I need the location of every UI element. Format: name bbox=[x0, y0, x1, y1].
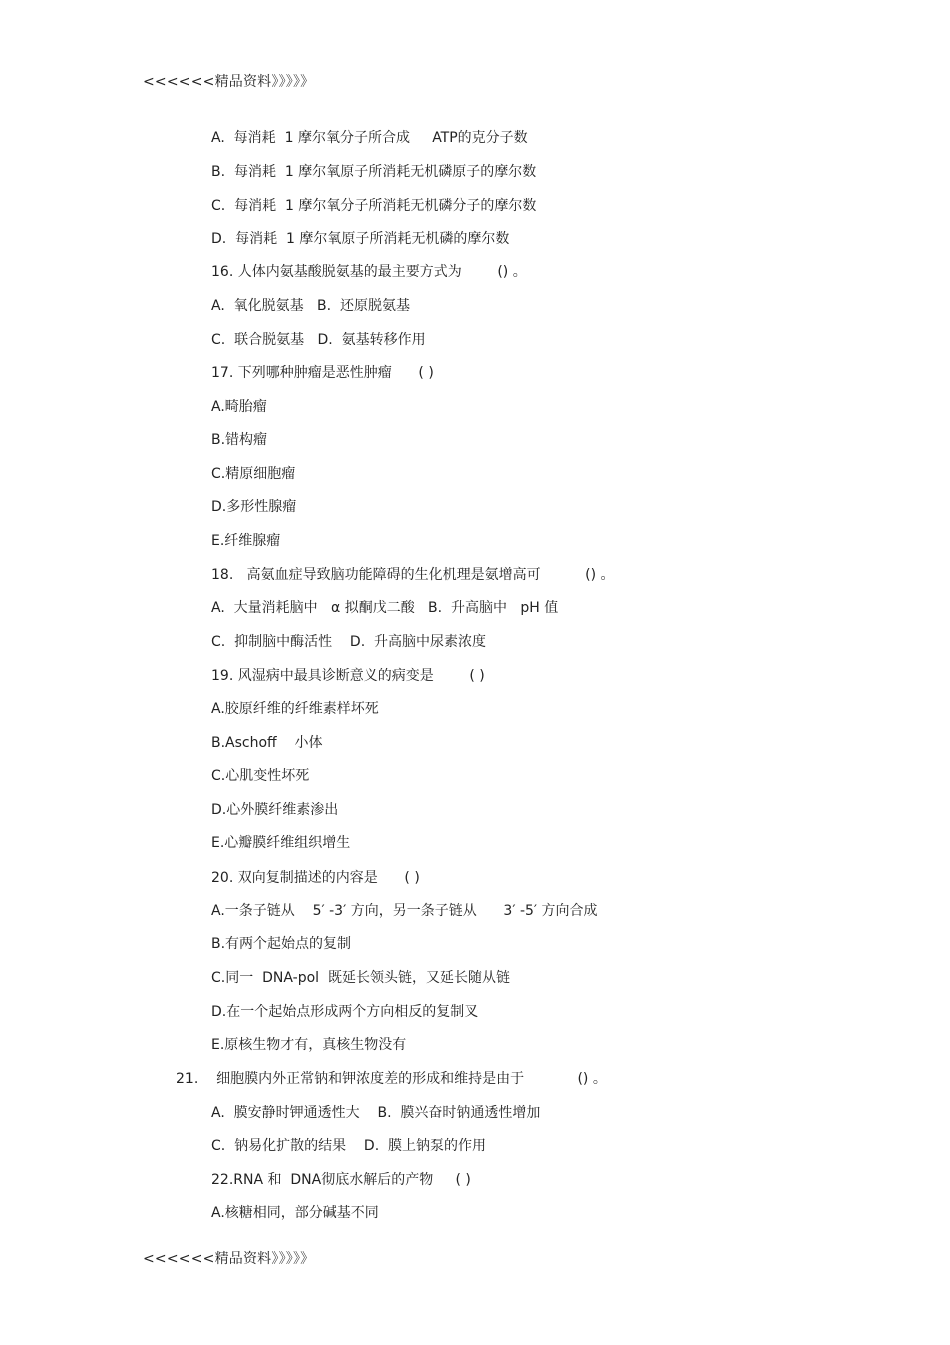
option-line: D. 每消耗 1 摩尔氧原子所消耗无机磷的摩尔数 bbox=[211, 231, 510, 247]
option-line: A. 膜安静时钾通透性大 B. 膜兴奋时钠通透性增加 bbox=[211, 1105, 541, 1121]
option-line: C.精原细胞瘤 bbox=[211, 466, 296, 482]
option-line: C.心肌变性坏死 bbox=[211, 768, 310, 784]
question-19: 19. 风湿病中最具诊断意义的病变是 ( ) bbox=[211, 668, 485, 684]
page-footer: <<<<<<精品资料》》》》》 bbox=[143, 1251, 315, 1267]
option-line: A.核糖相同，部分碱基不同 bbox=[211, 1205, 379, 1221]
question-20: 20. 双向复制描述的内容是 ( ) bbox=[211, 870, 420, 886]
option-line: A. 氧化脱氨基 B. 还原脱氨基 bbox=[211, 298, 410, 314]
option-line: D.心外膜纤维素渗出 bbox=[211, 802, 339, 818]
question-22: 22.RNA 和 DNA彻底水解后的产物 ( ) bbox=[211, 1172, 471, 1188]
option-line: C. 抑制脑中酶活性 D. 升高脑中尿素浓度 bbox=[211, 634, 487, 650]
question-17: 17. 下列哪种肿瘤是恶性肿瘤 ( ) bbox=[211, 365, 434, 381]
option-line: A.胶原纤维的纤维素样坏死 bbox=[211, 701, 379, 717]
option-line: A.畸胎瘤 bbox=[211, 399, 267, 415]
option-line: E.心瓣膜纤维组织增生 bbox=[211, 835, 351, 851]
question-18: 18. 高氨血症导致脑功能障碍的生化机理是氨增高可 () 。 bbox=[211, 567, 615, 583]
option-line: E.原核生物才有，真核生物没有 bbox=[211, 1037, 407, 1053]
option-line: B. 每消耗 1 摩尔氧原子所消耗无机磷原子的摩尔数 bbox=[211, 164, 537, 180]
option-line: C. 每消耗 1 摩尔氧分子所消耗无机磷分子的摩尔数 bbox=[211, 198, 537, 214]
option-line: B.有两个起始点的复制 bbox=[211, 936, 352, 952]
option-line: C. 联合脱氨基 D. 氨基转移作用 bbox=[211, 332, 426, 348]
option-line: B.错构瘤 bbox=[211, 432, 268, 448]
option-line: A. 大量消耗脑中 α 拟酮戊二酸 B. 升高脑中 pH 值 bbox=[211, 600, 559, 616]
option-line: B.Aschoff 小体 bbox=[211, 735, 323, 751]
option-line: C. 钠易化扩散的结果 D. 膜上钠泵的作用 bbox=[211, 1138, 487, 1154]
page-header: <<<<<<精品资料》》》》》 bbox=[143, 74, 315, 90]
option-line: D.在一个起始点形成两个方向相反的复制叉 bbox=[211, 1004, 479, 1020]
option-line: D.多形性腺瘤 bbox=[211, 499, 297, 515]
option-line: A. 每消耗 1 摩尔氧分子所合成 ATP的克分子数 bbox=[211, 130, 528, 146]
option-line: C.同一 DNA-pol 既延长领头链，又延长随从链 bbox=[211, 970, 510, 986]
option-line: E.纤维腺瘤 bbox=[211, 533, 281, 549]
option-line: A.一条子链从 5′ -3′ 方向，另一条子链从 3′ -5′ 方向合成 bbox=[211, 903, 598, 919]
question-21: 21. 细胞膜内外正常钠和钾浓度差的形成和维持是由于 () 。 bbox=[176, 1071, 607, 1087]
question-16: 16. 人体内氨基酸脱氨基的最主要方式为 () 。 bbox=[211, 264, 527, 280]
